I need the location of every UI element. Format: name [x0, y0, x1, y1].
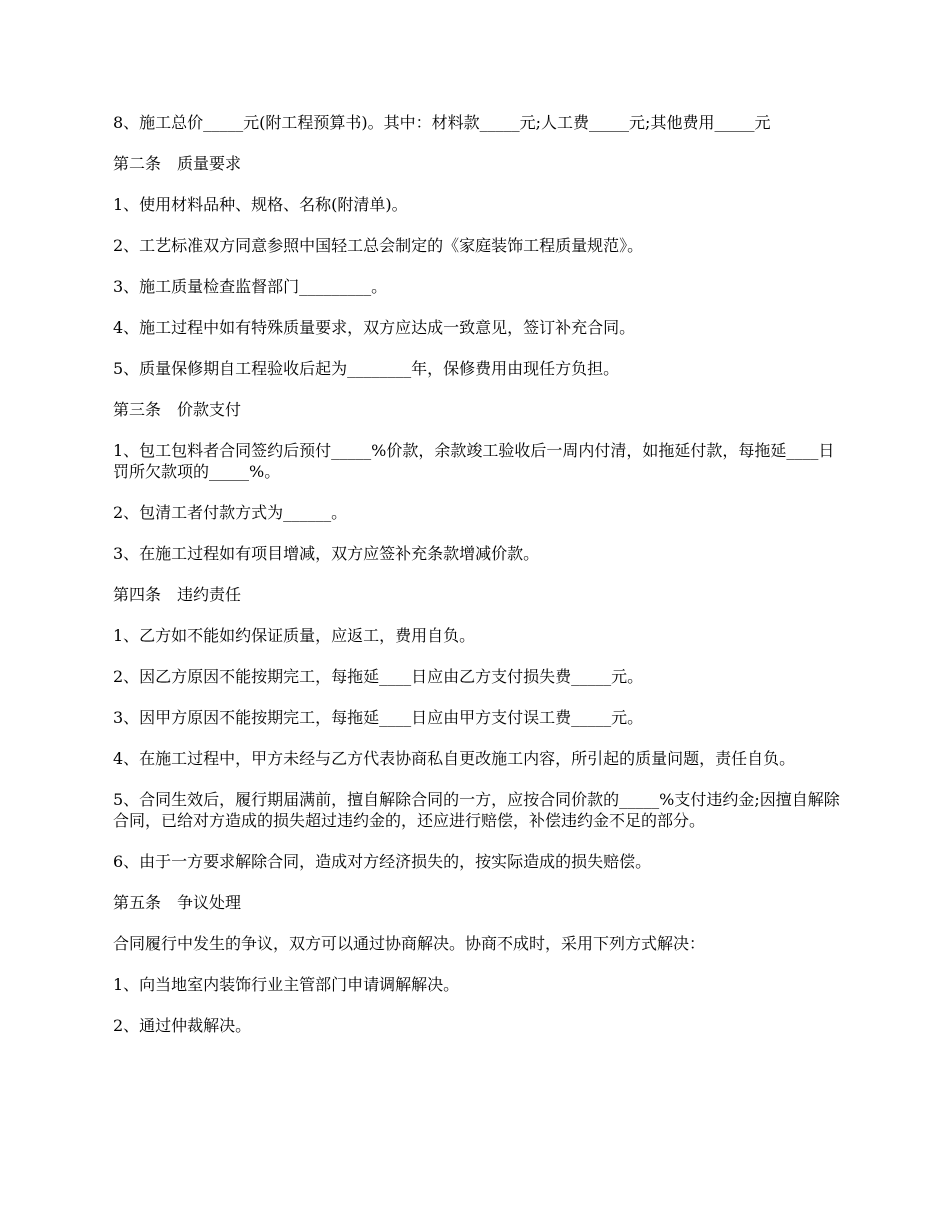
- clause-warranty: 5、质量保修期自工程验收后起为________年，保修费用由现任方负担。: [113, 359, 620, 378]
- clause-party-a-delay: 3、因甲方原因不能按期完工，每拖延____日应由甲方支付误工费_____元。: [113, 708, 644, 727]
- clause-total-price: 8、施工总价_____元(附工程预算书)。其中：材料款_____元;人工费_____元;其他费用_____元: [113, 113, 771, 132]
- clause-mediation: 1、向当地室内装饰行业主管部门申请调解解决。: [113, 975, 460, 994]
- clause-labor-payment: 2、包清工者付款方式为______。: [113, 503, 348, 522]
- clause-termination-loss: 6、由于一方要求解除合同，造成对方经济损失的，按实际造成的损失赔偿。: [113, 852, 652, 871]
- clause-prepayment: 1、包工包料者合同签约后预付_____%价款，余款竣工验收后一周内付清，如拖延付款，每拖延____日罚所欠款项的_____%。: [113, 441, 835, 481]
- clause-party-b-delay: 2、因乙方原因不能按期完工，每拖延____日应由乙方支付损失费_____元。: [113, 667, 644, 686]
- section-heading-dispute: 第五条 争议处理: [113, 893, 242, 912]
- clause-inspection-dept: 3、施工质量检查监督部门_________。: [113, 277, 388, 296]
- section-heading-payment: 第三条 价款支付: [113, 400, 242, 419]
- clause-dispute-intro: 合同履行中发生的争议，双方可以通过协商解决。协商不成时，采用下列方式解决：: [113, 934, 706, 953]
- contract-body: [113, 112, 840, 1056]
- clause-item-changes: 3、在施工过程如有项目增减，双方应签补充条款增减价款。: [113, 544, 540, 563]
- clause-arbitration: 2、通过仲裁解决。: [113, 1016, 252, 1035]
- clause-craft-standard: 2、工艺标准双方同意参照中国轻工总会制定的《家庭装饰工程质量规范》。: [113, 236, 644, 255]
- clause-special-quality: 4、施工过程中如有特殊质量要求，双方应达成一致意见，签订补充合同。: [113, 318, 636, 337]
- clause-materials: 1、使用材料品种、规格、名称(附清单)。: [113, 195, 408, 214]
- section-heading-quality: 第二条 质量要求: [113, 154, 242, 173]
- clause-rework: 1、乙方如不能如约保证质量，应返工，费用自负。: [113, 626, 476, 645]
- section-heading-breach: 第四条 违约责任: [113, 585, 242, 604]
- clause-unauthorized-change: 4、在施工过程中，甲方未经与乙方代表协商私自更改施工内容，所引起的质量问题，责任自负。: [113, 749, 796, 768]
- clause-termination-penalty: 5、合同生效后，履行期届满前，擅自解除合同的一方，应按合同价款的_____%支付违约金;因擅自解除合同，已给对方造成的损失超过违约金的，还应进行赔偿，补偿违约金不足的部分。: [113, 790, 840, 830]
